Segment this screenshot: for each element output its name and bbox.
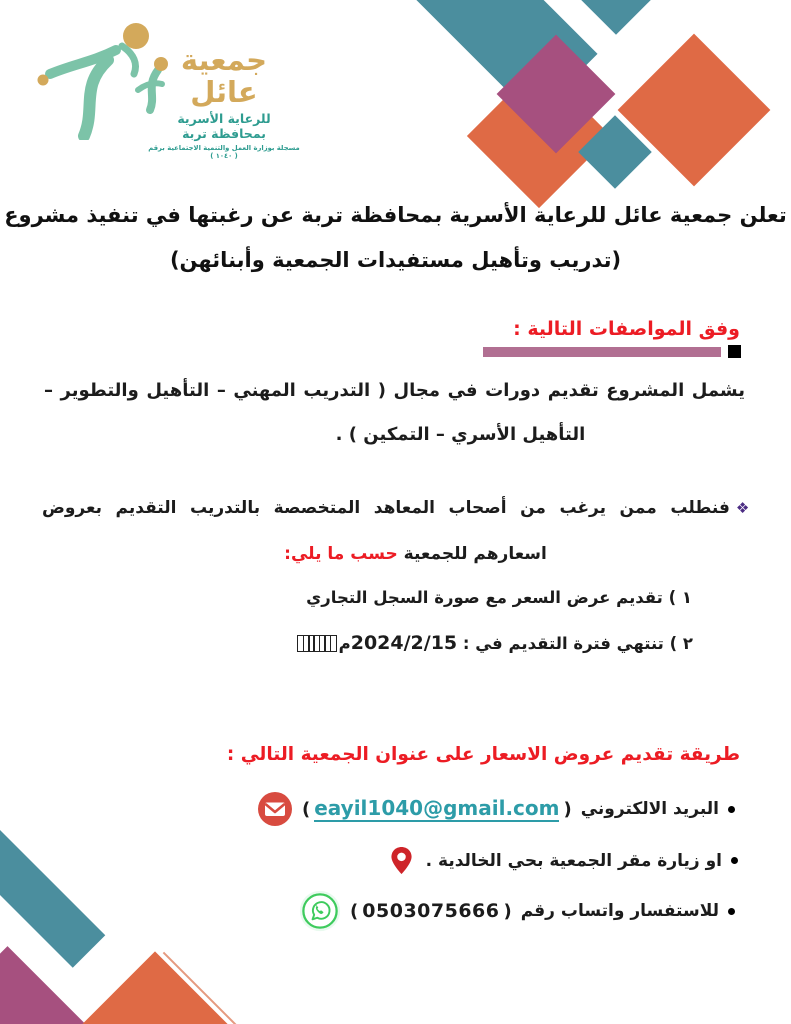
- email-value-group: [302, 796, 572, 822]
- close-paren: ): [503, 900, 512, 922]
- decor-teal-diamond-top: [579, 0, 653, 35]
- list-item-1-number: ١ ): [662, 588, 692, 607]
- association-logo: [26, 4, 300, 160]
- request-paragraph-line1: [42, 498, 757, 518]
- contact-row-visit: [386, 845, 738, 876]
- visit-text: او زيارة مقر الجمعية بحي الخالدية .: [425, 850, 722, 871]
- list-item-2-number: ٢ ): [663, 634, 693, 653]
- logo-text-block: [148, 44, 300, 160]
- scope-paragraph-line2: التأهيل الأسري – التمكين ) .: [335, 424, 586, 445]
- request-line1-text: فنطلب ممن يرغب من أصحاب المعاهد المتخصصة بالتدريب التقديم بعروض: [42, 498, 730, 518]
- specs-heading: وفق المواصفات التالية :: [513, 318, 740, 340]
- bullet-dot: [731, 857, 738, 864]
- logo-figures-icon: [26, 12, 168, 140]
- mauve-underline-bar: [483, 347, 721, 357]
- location-pin-icon: [386, 845, 417, 876]
- missing-glyph-boxes: [299, 634, 337, 653]
- contact-row-whatsapp: [299, 890, 735, 932]
- whatsapp-label: للاستفسار واتساب رقم: [520, 901, 719, 921]
- logo-registration: مسجلة بوزارة العمل والتنمية الاجتماعية برقم ( ١٠٤٠ ): [148, 144, 300, 160]
- decor-orange-diamond-big: [618, 34, 771, 187]
- list-item-1-text: تقديم عرض السعر مع صورة السجل التجاري: [306, 588, 663, 607]
- announcement-title-line1: تعلن جمعية عائل للرعاية الأسرية بمحافظة تربة عن رغبتها في تنفيذ مشروع: [4, 203, 787, 227]
- list-item-1: [306, 588, 692, 607]
- list-item-2: [299, 632, 693, 654]
- request-line2-red: حسب ما يلي:: [284, 544, 398, 564]
- black-square-marker: [728, 345, 741, 358]
- specs-underline-row: [483, 345, 741, 358]
- email-label: البريد الالكتروني: [580, 799, 719, 819]
- deadline-date: 2024/2/15: [350, 632, 458, 654]
- request-paragraph-line2: [40, 544, 791, 564]
- gmail-icon: [257, 791, 293, 827]
- logo-tagline: للرعاية الأسرية بمحافظة تربة: [177, 111, 271, 141]
- bullet-dot: [728, 908, 735, 915]
- diamond-bullet-icon: ❖: [735, 499, 757, 517]
- logo-name: جمعية عائل: [180, 43, 268, 109]
- open-paren: (: [301, 798, 311, 820]
- announcement-title-line2: (تدريب وتأهيل مستفيدات الجمعية وأبنائهن): [169, 248, 622, 272]
- whatsapp-number: 0503075666: [362, 900, 500, 922]
- bullet-dot: [728, 806, 735, 813]
- list-item-2-label: تنتهي فترة التقديم في :: [457, 634, 664, 653]
- email-link[interactable]: eayil1040@gmail.com: [314, 796, 560, 820]
- open-paren: (: [350, 900, 359, 922]
- scope-paragraph-line1: يشمل المشروع تقديم دورات في مجال ( التدريب المهني – التأهيل والتطوير –: [44, 380, 745, 401]
- submission-heading: طريقة تقديم عروض الاسعار على عنوان الجمعية التالي :: [226, 744, 740, 765]
- contact-row-email: [257, 791, 735, 827]
- whatsapp-icon: [299, 890, 341, 932]
- request-line2-black: اسعارهم للجمعية: [397, 544, 547, 564]
- deadline-suffix: م: [338, 634, 351, 653]
- close-paren: ): [563, 798, 572, 820]
- whatsapp-number-group: [350, 900, 512, 922]
- decor-teal-band-bottom: [0, 783, 105, 968]
